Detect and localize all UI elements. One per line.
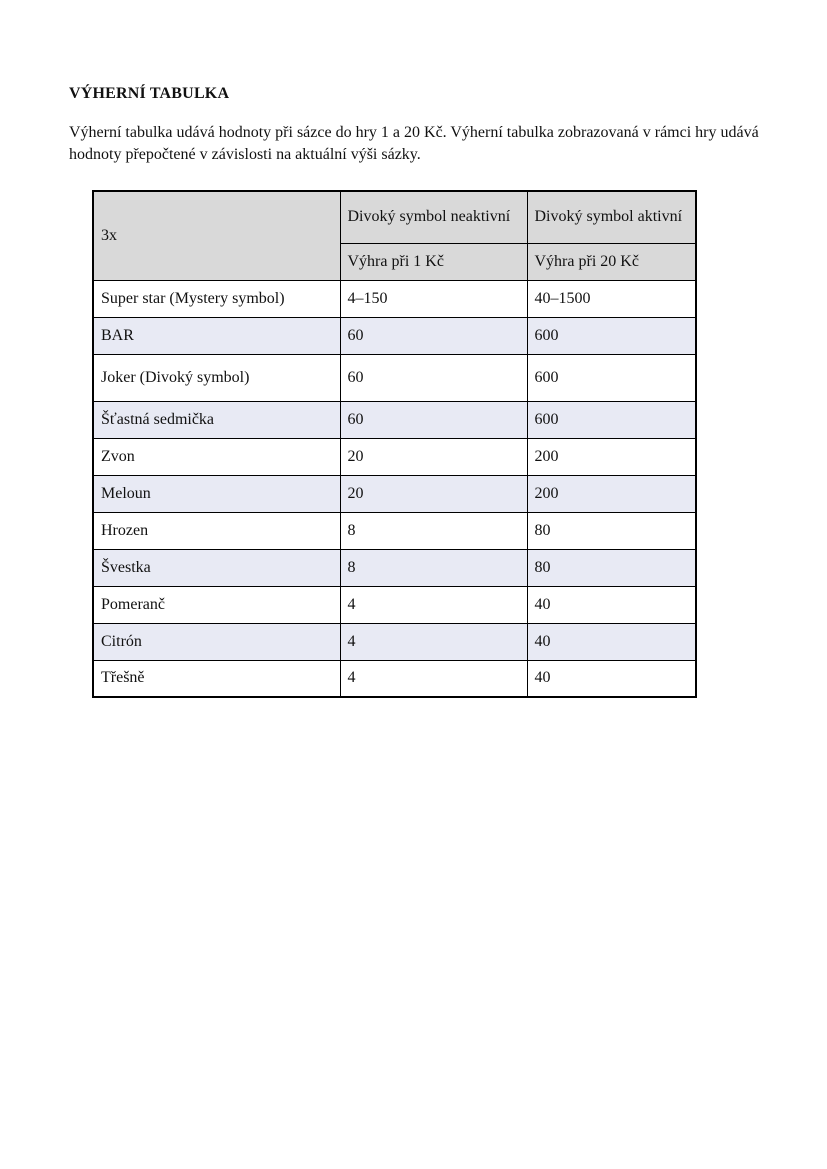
symbol-cell: Super star (Mystery symbol) <box>93 280 340 317</box>
corner-cell: 3x <box>93 191 340 280</box>
symbol-cell: Švestka <box>93 549 340 586</box>
table-row <box>93 586 696 623</box>
table-row <box>93 438 696 475</box>
table-row <box>93 549 696 586</box>
symbol-cell: Joker (Divoký symbol) <box>93 354 340 401</box>
win-20kc-cell: 600 <box>527 317 696 354</box>
table-row <box>93 401 696 438</box>
table-row <box>93 623 696 660</box>
symbol-cell: Třešně <box>93 660 340 697</box>
symbol-cell: Pomeranč <box>93 586 340 623</box>
win-1kc-cell: 60 <box>340 317 527 354</box>
payout-table-wrapper <box>92 190 763 698</box>
win-20kc-cell: 40–1500 <box>527 280 696 317</box>
win-20kc-cell: 600 <box>527 354 696 401</box>
header-group-row <box>93 191 696 243</box>
symbol-cell: Šťastná sedmička <box>93 401 340 438</box>
table-row <box>93 354 696 401</box>
win-20kc-cell: 80 <box>527 512 696 549</box>
symbol-cell: BAR <box>93 317 340 354</box>
win-20kc-cell: 40 <box>527 623 696 660</box>
table-row <box>93 280 696 317</box>
win-20kc-cell: 600 <box>527 401 696 438</box>
win-1kc-cell: 4–150 <box>340 280 527 317</box>
page-title: VÝHERNÍ TABULKA <box>69 85 230 102</box>
win-20kc-cell: 40 <box>527 586 696 623</box>
table-row <box>93 512 696 549</box>
col-group-wild-inactive: Divoký symbol neaktivní <box>340 191 527 243</box>
win-20kc-cell: 200 <box>527 475 696 512</box>
win-1kc-cell: 4 <box>340 623 527 660</box>
win-1kc-cell: 4 <box>340 660 527 697</box>
win-1kc-cell: 20 <box>340 475 527 512</box>
subheader-win-1kc: Výhra při 1 Kč <box>340 243 527 280</box>
win-20kc-cell: 80 <box>527 549 696 586</box>
subheader-win-20kc: Výhra při 20 Kč <box>527 243 696 280</box>
symbol-cell: Citrón <box>93 623 340 660</box>
win-1kc-cell: 60 <box>340 401 527 438</box>
win-1kc-cell: 20 <box>340 438 527 475</box>
symbol-cell: Hrozen <box>93 512 340 549</box>
table-row <box>93 317 696 354</box>
win-20kc-cell: 200 <box>527 438 696 475</box>
win-1kc-cell: 60 <box>340 354 527 401</box>
win-1kc-cell: 8 <box>340 549 527 586</box>
payout-table <box>92 190 697 698</box>
win-20kc-cell: 40 <box>527 660 696 697</box>
table-row <box>93 475 696 512</box>
intro-paragraph: Výherní tabulka udává hodnoty při sázce do hry 1 a 20 Kč. Výherní tabulka zobrazovaná v rámci hry udává hodnoty přepočtené v závislosti na aktuální výši sázky. <box>69 124 759 163</box>
symbol-cell: Zvon <box>93 438 340 475</box>
symbol-cell: Meloun <box>93 475 340 512</box>
win-1kc-cell: 8 <box>340 512 527 549</box>
win-1kc-cell: 4 <box>340 586 527 623</box>
table-row <box>93 660 696 697</box>
col-group-wild-active: Divoký symbol aktivní <box>527 191 696 243</box>
